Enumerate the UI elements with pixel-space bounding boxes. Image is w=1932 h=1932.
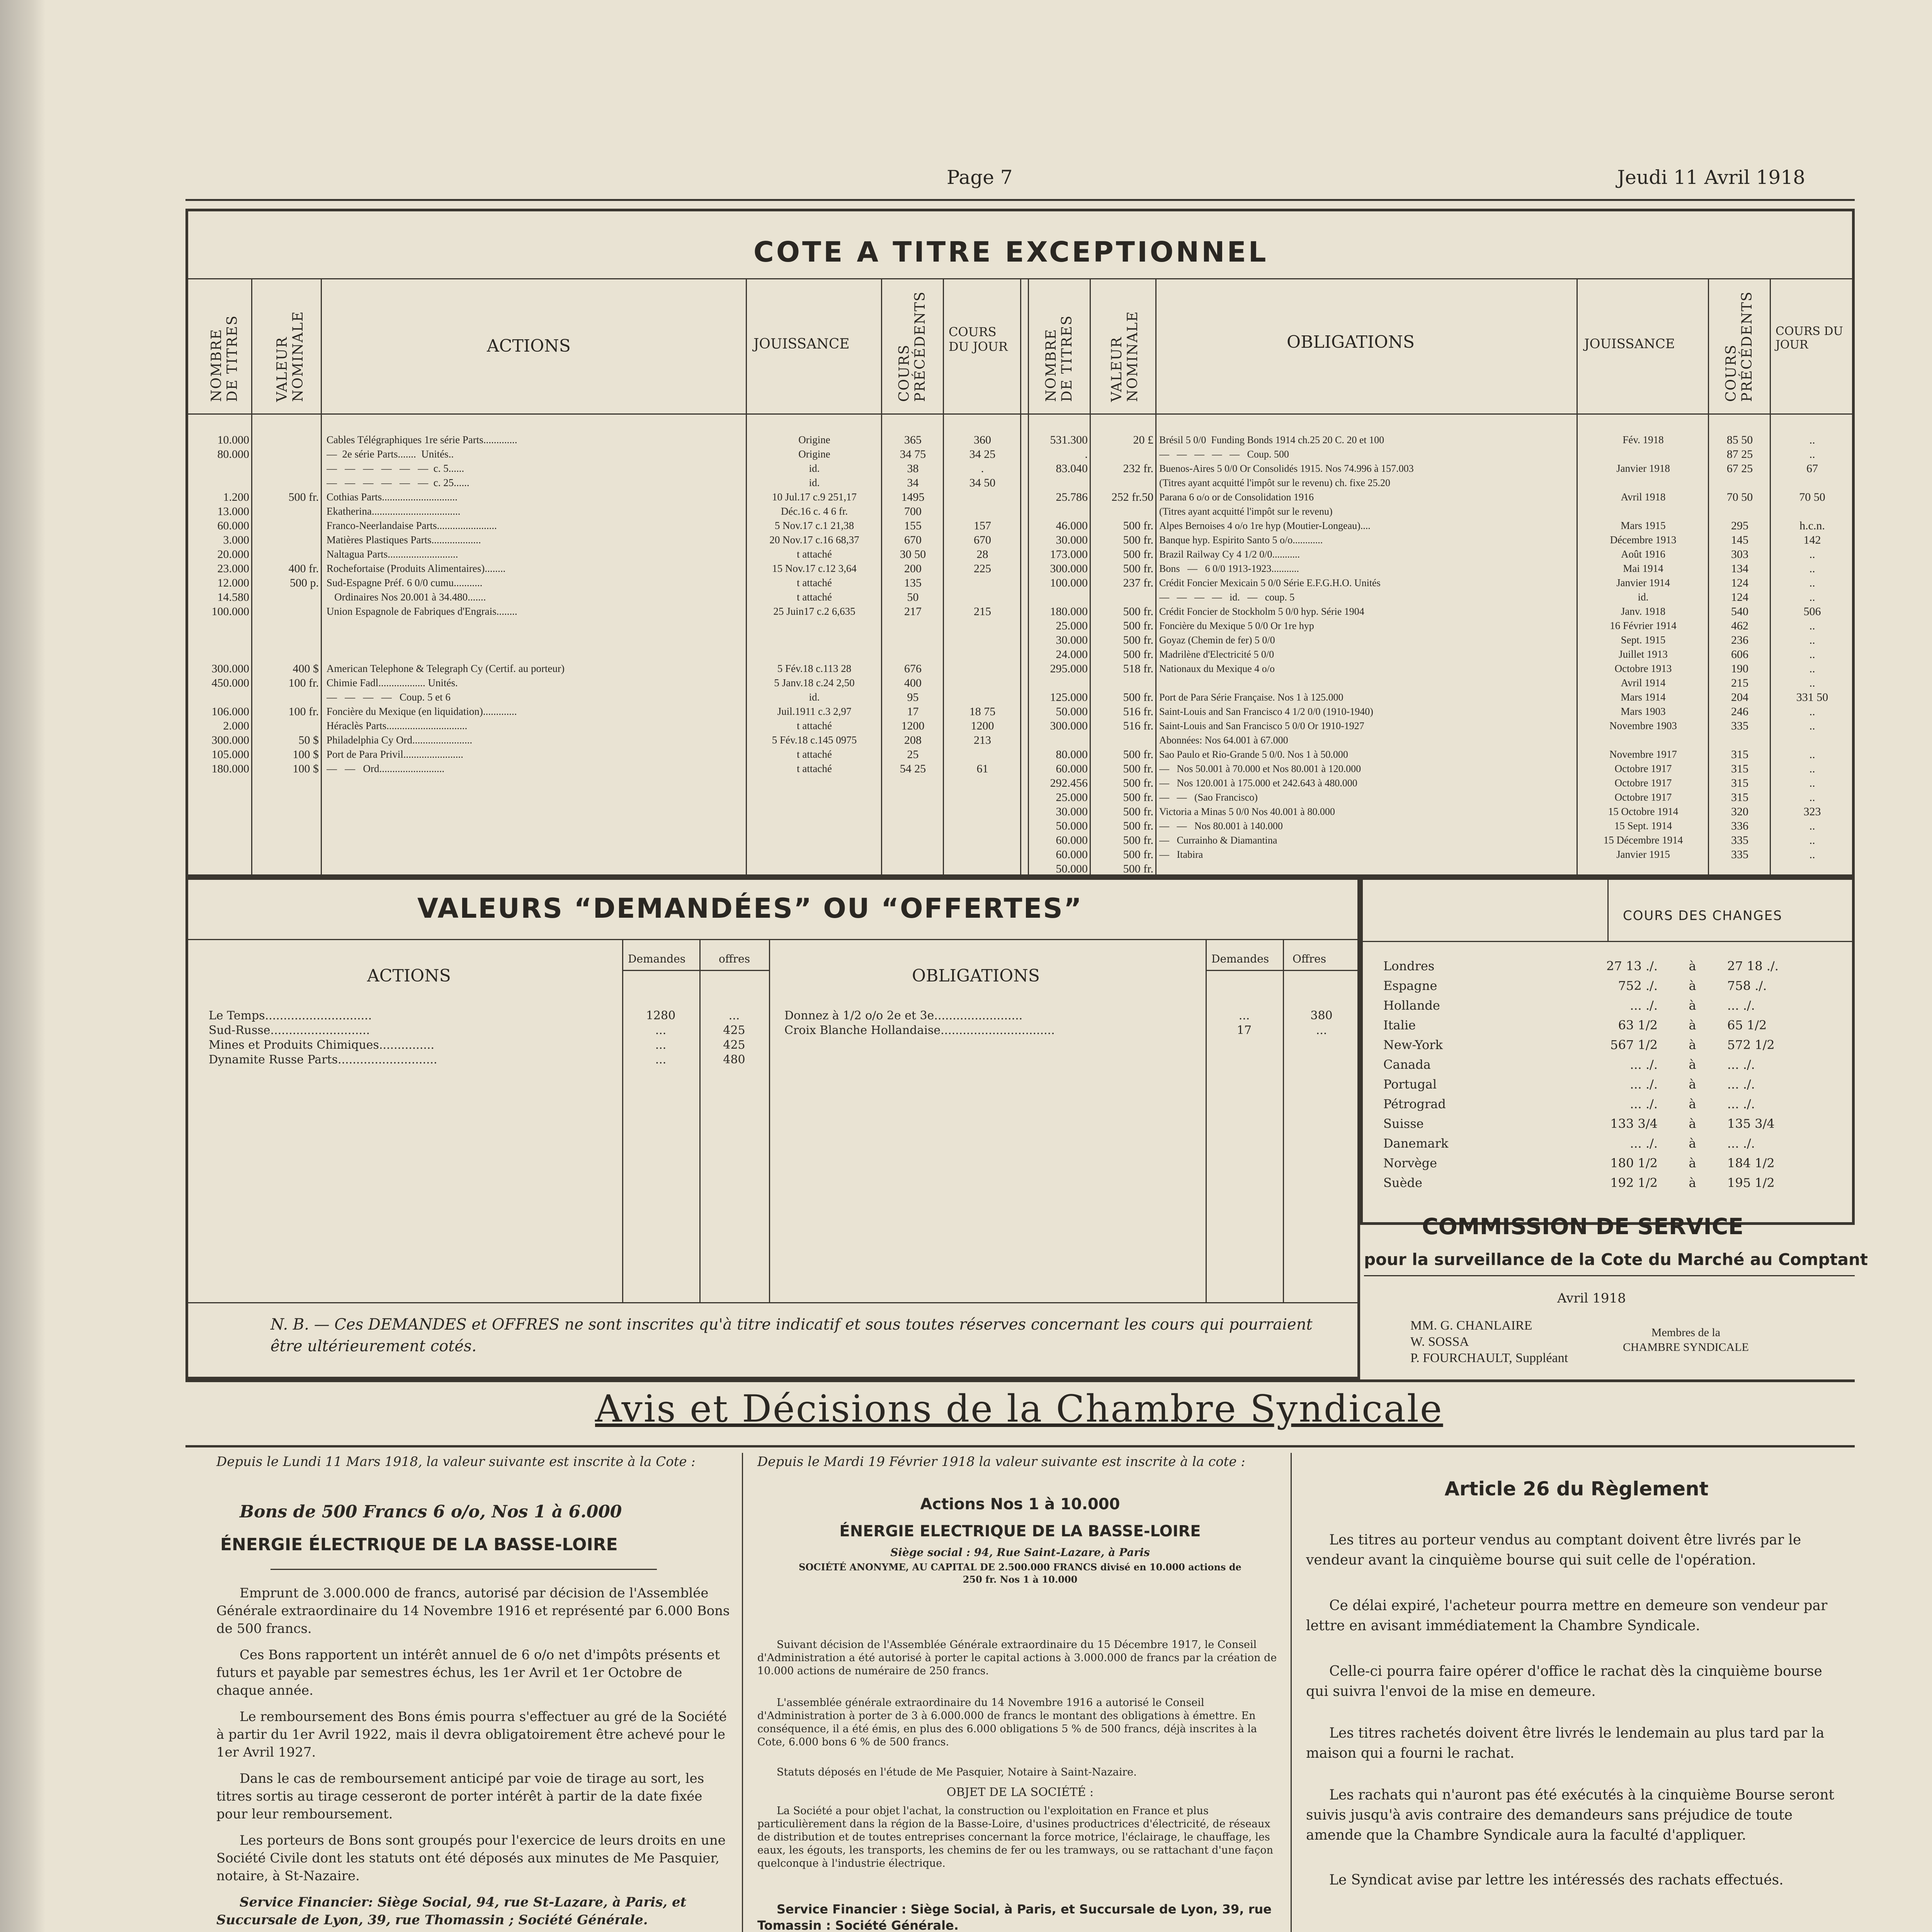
avis-rule: [185, 1445, 1855, 1447]
rate-sep: à: [1689, 1097, 1696, 1111]
avis-col2-head1: Actions Nos 1 à 10.000: [920, 1495, 1120, 1513]
valeurs-rule: [188, 939, 1357, 940]
col-line: [622, 939, 623, 1302]
rate-sep: à: [1689, 1175, 1696, 1190]
valeurs-bottom-rule: [188, 1302, 1357, 1303]
avis-col2-head2: ÉNERGIE ELECTRIQUE DE LA BASSE-LOIRE: [839, 1522, 1201, 1540]
rate-sep: à: [1689, 959, 1696, 973]
header-obligations: OBLIGATIONS: [1287, 332, 1415, 352]
rate-from: 133 3/4: [1610, 1116, 1658, 1131]
avis-col2-p3: Statuts déposés en l'étude de Me Pasquier, Notaire à Saint-Nazaire.: [777, 1766, 1137, 1778]
country: Londres: [1383, 959, 1435, 973]
left-cours-prec-col: 365 34 75 38 34 1495 700 155 670 30 50 200 135 50 217 676 400 95 17 1200 208 25 54 25: [900, 434, 926, 775]
list-item: ...: [655, 1024, 667, 1037]
rate-from: 567 1/2: [1610, 1037, 1658, 1052]
table-row: [1383, 1015, 1828, 1035]
rate-from: 752 ./.: [1618, 978, 1658, 993]
valeurs-demandes-list: [626, 1009, 696, 1067]
avis-title: Avis et Décisions de la Chambre Syndicale: [595, 1387, 1443, 1430]
table-row: [1383, 1114, 1828, 1134]
col-line: [251, 278, 252, 874]
col-line: [1283, 939, 1284, 1302]
country: Danemark: [1383, 1136, 1449, 1151]
page-edge-shadow: [0, 0, 46, 1932]
list-item: Le Temps.............................: [209, 1009, 372, 1022]
table-row: [1383, 1153, 1828, 1173]
right-valeur-col: 20 £ 232 fr. 252 fr.50 500 fr. 500 fr. 500 fr. 500 fr. 237 fr. 500 fr. 500 fr. 500 fr. 500 fr. 518 fr. 500 fr. 516 fr. 516 fr. 500 fr. 500 fr. 500 fr. 500 fr. 500 fr. 500 fr. 500 fr. 500 fr. 500 fr.: [1111, 434, 1153, 875]
rate-to: ... ./.: [1727, 1057, 1755, 1072]
rate-to: 184 1/2: [1727, 1156, 1775, 1170]
list-item: Donnez à 1/2 o/o 2e et 3e........................: [784, 1009, 1023, 1022]
country: New-York: [1383, 1037, 1443, 1052]
avis-col3-head: Article 26 du Règlement: [1444, 1478, 1709, 1500]
col-line: [881, 278, 882, 874]
table-row: [1383, 1094, 1828, 1114]
table-row: [1383, 1075, 1828, 1094]
valeurs-note: N. B. — Ces DEMANDES et OFFRES ne sont inscrites qu'à titre indicatif et sous toutes réserves concernant les cours qui pourraient être ultérieurement cotés.: [270, 1316, 1313, 1355]
avis-col1-p6: Service Financier: Siège Social, 94, rue St-Lazare, à Paris, et Succursale de Lyon, 39, rue Thomassin ; Société Générale.: [216, 1895, 687, 1928]
list-item: 425: [723, 1038, 745, 1052]
avis-col1-p1: Emprunt de 3.000.000 de francs, autorisé par décision de l'Assemblée Générale extraordinaire du 14 Novembre 1916 et représenté par 6.000 Bons de 500 francs.: [216, 1585, 730, 1636]
rate-from: 180 1/2: [1610, 1156, 1658, 1170]
commission-label: Membres de la CHAMBRE SYNDICALE: [1623, 1326, 1749, 1354]
valeurs-obl-offres-list: [1287, 1009, 1356, 1038]
rate-from: ... ./.: [1630, 1077, 1658, 1092]
col-line: [1770, 278, 1771, 874]
country: Portugal: [1383, 1077, 1437, 1092]
header-valeur-obl: VALEUR NOMINALE: [1109, 311, 1141, 402]
header-cours-jour: COURS DU JOUR: [949, 325, 1008, 354]
avis-col2-p2: L'assemblée générale extraordinaire du 14 Novembre 1916 a autorisé le Conseil d'Administration à porter de 3 à 6.000.000 de francs le montant des obligations à émettre. En conséquence, il a été émis, en plus des 6.000 obligations 5 % de 500 francs, déjà inscrites à la Cote, 6.000 bons 6 % de 500 francs.: [757, 1697, 1257, 1748]
page-number: Page 7: [947, 166, 1013, 189]
avis-col1-rule: [270, 1569, 657, 1570]
commission-title: COMMISSION DE SERVICE: [1422, 1213, 1744, 1240]
section-rule: [185, 1379, 1855, 1382]
header-cours-prec: COURS PRÉCÉDENTS: [896, 291, 928, 402]
list-item: 1280: [646, 1009, 676, 1022]
rate-from: 27 13 ./.: [1606, 959, 1658, 973]
avis-col3-p1: Les titres au porteur vendus au comptant doivent être livrés par le vendeur avant la cinquième bourse qui suit celle de l'opération.: [1306, 1532, 1801, 1568]
valeurs-actions-list: [209, 1009, 618, 1067]
rate-to: 27 18 ./.: [1727, 959, 1779, 973]
avis-col1-p3: Le remboursement des Bons émis pourra s'effectuer au gré de la Société à partir du 1er Avril 1922, mais il devra obligatoirement être achevé pour le 1er Avril 1927.: [216, 1709, 727, 1760]
avis-col2-p4: La Société a pour objet l'achat, la construction ou l'exploitation en France et plus particulièrement dans la région de la Basse-Loire, d'usines productrices d'électricité, de réseaux de distribution et de toutes entreprises concernant la force motrice, l'éclairage, le chauffage, les eaux, les égouts, les transports, les chemins de fer ou les tramways, ou se rattachant d'une façon quelconque à l'industrie électrique.: [757, 1805, 1274, 1869]
country: Espagne: [1383, 978, 1437, 993]
list-item: Dynamite Russe Parts...........................: [209, 1053, 437, 1066]
rate-sep: à: [1689, 1037, 1696, 1052]
col-line: [699, 939, 701, 1302]
left-nombre-col: 10.000 80.000 1.200 13.000 60.000 3.000 20.000 23.000 12.000 14.580 100.000 300.000 450.000 106.000 2.000 300.000 105.000 180.000: [211, 434, 249, 775]
table-row: [1383, 976, 1828, 996]
list-item: 17: [1236, 1024, 1252, 1037]
right-jouissance-col: Fév. 1918 Janvier 1918 Avril 1918 Mars 1915 Décembre 1913 Août 1916 Mai 1914 Janvier 1914 id. Janv. 1918 16 Février 1914 Sept. 1915 Juillet 1913 Octobre 1913 Avril 1914 Mars 1914 Mars 1903 Novembre 1903 Novembre 1917 Octobre 1917 Octobre 1917 Octobre 1917 15 Octobre 1914 15 Sept. 1914 15 Décembre 1914 Janvier 1915: [1603, 434, 1683, 860]
country: Suisse: [1383, 1116, 1424, 1131]
list-item: 480: [723, 1053, 745, 1066]
rate-to: ... ./.: [1727, 998, 1755, 1013]
header-nombre-obl: NOMBRE DE TITRES: [1043, 315, 1075, 402]
rate-sep: à: [1689, 1116, 1696, 1131]
rate-sep: à: [1689, 1077, 1696, 1092]
header-valeur: VALEUR NOMINALE: [274, 311, 306, 402]
avis-col1-p4: Dans le cas de remboursement anticipé par voie de tirage au sort, les titres sortis au tirage cesseront de porter intérêt à partir de la date fixée pour leur remboursement.: [216, 1771, 704, 1822]
avis-col3-p5: Les rachats qui n'auront pas été exécutés à la cinquième Bourse seront suivis jusqu'à avis contraire des demandeurs sans préjudice de toute amende que la Chambre Syndicale aura la faculté d'appliquer.: [1306, 1787, 1834, 1843]
valeurs-box: [185, 877, 1360, 1379]
left-valeur-col: 500 fr. 400 fr. 500 p. 400 $ 100 fr. 100 fr. 50 $ 100 $ 100 $: [288, 491, 319, 775]
col-line: [1028, 278, 1029, 874]
rate-from: ... ./.: [1630, 998, 1658, 1013]
changes-title: COURS DES CHANGES: [1623, 908, 1782, 923]
rate-from: ... ./.: [1630, 1097, 1658, 1111]
avis-col2-capital: SOCIÉTÉ ANONYME, AU CAPITAL DE 2.500.000 FRANCS divisé en 10.000 actions de 250 fr. Nos 1 à 10.000: [799, 1561, 1242, 1585]
header-cours-jour-obl: COURS DU JOUR: [1776, 325, 1843, 352]
country: Italie: [1383, 1018, 1416, 1032]
commission-members: MM. G. CHANLAIRE W. SOSSA P. FOURCHAULT, Suppléant: [1410, 1318, 1568, 1365]
header-actions: ACTIONS: [487, 336, 571, 356]
list-item: Sud-Russe...........................: [209, 1024, 370, 1037]
col-line: [742, 1453, 743, 1932]
country: Pétrograd: [1383, 1097, 1446, 1111]
valeurs-obl-demandes-header: Demandes: [1211, 952, 1269, 965]
valeurs-sub-rule: [622, 970, 769, 971]
col-line: [769, 939, 770, 1302]
rate-to: ... ./.: [1727, 1077, 1755, 1092]
valeurs-actions-header: ACTIONS: [367, 966, 451, 986]
rate-sep: à: [1689, 1018, 1696, 1032]
rate-from: 63 1/2: [1618, 1018, 1658, 1032]
rate-sep: à: [1689, 1057, 1696, 1072]
avis-col2-siege: Siège social : 94, Rue Saint-Lazare, à Paris: [890, 1546, 1150, 1559]
valeurs-obligations-header: OBLIGATIONS: [912, 966, 1040, 986]
rate-sep: à: [1689, 998, 1696, 1013]
changes-table: [1383, 956, 1828, 1193]
rate-to: ... ./.: [1727, 1097, 1755, 1111]
header-cours-prec-obl: COURS PRÉCÉDENTS: [1723, 291, 1755, 402]
cote-title: COTE A TITRE EXCEPTIONNEL: [753, 236, 1269, 268]
avis-col2-p1: Suivant décision de l'Assemblée Générale extraordinaire du 15 Décembre 1917, le Conseil d'Administration a été autorisé à porter le capital actions à 3.000.000 de francs par la création de 10.000 actions de numéraire de 250 francs.: [757, 1639, 1277, 1677]
avis-col2-objet-title: OBJET DE LA SOCIÉTÉ :: [946, 1786, 1094, 1799]
rate-sep: à: [1689, 1156, 1696, 1170]
rate-sep: à: [1689, 1136, 1696, 1151]
valeurs-sub-rule: [1206, 970, 1357, 971]
commission-date: Avril 1918: [1557, 1291, 1626, 1306]
rate-to: 758 ./.: [1727, 978, 1767, 993]
right-nombre-col: 531.300 . 83.040 25.786 46.000 30.000 173.000 300.000 100.000 180.000 25.000 30.000 24.000 295.000 125.000 50.000 300.000 80.000 60.000 292.456 25.000 30.000 50.000 60.000 60.000 50.000: [1050, 434, 1088, 875]
table-row: [1383, 1173, 1828, 1193]
list-item: ...: [728, 1009, 740, 1022]
table-row: [1383, 996, 1828, 1015]
avis-col1-head2: ÉNERGIE ÉLECTRIQUE DE LA BASSE-LOIRE: [220, 1535, 618, 1554]
col-line: [1607, 880, 1609, 942]
commission-rule: [1364, 1275, 1855, 1276]
col-line: [1090, 278, 1091, 874]
table-row: [1383, 956, 1828, 976]
header-nombre: NOMBRE DE TITRES: [209, 315, 240, 402]
table-row: [1383, 1134, 1828, 1153]
left-cours-jour-col: 360 34 25 . 34 50 157 670 28 225 215 18 75 1200 213 61: [969, 434, 996, 775]
list-item: Croix Blanche Hollandaise...............................: [784, 1024, 1055, 1037]
valeurs-demandes-header: Demandes: [628, 952, 686, 965]
avis-col3-p2: Ce délai expiré, l'acheteur pourra mettre en demeure son vendeur par lettre en avisant immédiatement la Chambre Syndicale.: [1306, 1598, 1828, 1634]
avis-col2-intro: Depuis le Mardi 19 Février 1918 la valeur suivante est inscrite à la cote :: [757, 1454, 1245, 1469]
header-jouissance-obl: JOUISSANCE: [1584, 336, 1675, 352]
changes-rule: [1363, 941, 1852, 942]
col-line: [1577, 278, 1578, 874]
table-row: [1383, 1055, 1828, 1075]
valeurs-obligations-list: [784, 1009, 1202, 1038]
rate-to: 65 1/2: [1727, 1018, 1767, 1032]
avis-col3-p3: Celle-ci pourra faire opérer d'office le rachat dès la cinquième bourse qui suivra l'envoi de la mise en demeure.: [1306, 1663, 1822, 1699]
rate-from: ... ./.: [1630, 1057, 1658, 1072]
avis-col1-intro: Depuis le Lundi 11 Mars 1918, la valeur suivante est inscrite à la Cote :: [216, 1454, 696, 1469]
avis-col3-p4: Les titres rachetés doivent être livrés le lendemain au plus tard par la maison qui a fourni le rachat.: [1306, 1725, 1825, 1761]
rate-from: 192 1/2: [1610, 1175, 1658, 1190]
commission-subtitle: pour la surveillance de la Cote du Marché au Comptant: [1364, 1250, 1868, 1269]
avis-col1-head1: Bons de 500 Francs 6 o/o, Nos 1 à 6.000: [240, 1502, 622, 1522]
country: Canada: [1383, 1057, 1431, 1072]
rate-to: 195 1/2: [1727, 1175, 1775, 1190]
left-actions-col: Cables Télégraphiques 1re série Parts............. — 2e série Parts....... Unités.. — — — — — — c. 5...... — — — — — — c. 25...... Cothias Parts............................. Ekatherina.................................. Franco-Neerlandaise Parts....................... Matières Plastiques Parts................... Naltagua Parts........................... Rochefortaise (Produits Alimentaires)........ Sud-Espagne Préf. 6 0/0 cumu........... Ordinaires Nos 20.001 à 34.480....... Union Espagnole de Fabriques d'Engrais........ American Telephone & Telegraph Cy (Certif. au porteur) Chimie Fadl.................. Unités. — — — — Coup. 5 et 6 Foncière du Mexique (en liquidation)............. Héraclès Parts............................... Philadelphia Cy Ord....................... Port de Para Privil....................... — — Ord.........................: [327, 434, 565, 774]
avis-col2-p5: Service Financier : Siège Social, à Paris, et Succursale de Lyon, 39, rue Tomassin : Société Générale.: [757, 1902, 1272, 1932]
country: Norvège: [1383, 1156, 1437, 1170]
col-line: [943, 278, 944, 874]
page-date: Jeudi 11 Avril 1918: [1617, 166, 1805, 189]
col-line: [1708, 278, 1709, 874]
valeurs-obl-offres-header: Offres: [1293, 952, 1327, 965]
rate-sep: à: [1689, 978, 1696, 993]
valeurs-offres-header: offres: [719, 952, 750, 965]
table-row: [1383, 1035, 1828, 1055]
rate-to: 135 3/4: [1727, 1116, 1775, 1131]
col-line: [1155, 278, 1156, 874]
country: Hollande: [1383, 998, 1440, 1013]
header-jouissance: JOUISSANCE: [753, 336, 850, 352]
rate-to: ... ./.: [1727, 1136, 1755, 1151]
right-cours-prec-col: 85 50 87 25 67 25 70 50 295 145 303 134 124 124 540 462 236 606 190 215 204 246 335 315 315 315 315 320 336 335 335: [1726, 434, 1753, 861]
avis-col1-p2: Ces Bons rapportent un intérêt annuel de 6 o/o net d'impôts présents et futurs et payable par semestres échus, les 1er Avril et 1er Octobre de chaque année.: [216, 1647, 720, 1698]
list-item: ...: [655, 1038, 667, 1052]
rate-from: ... ./.: [1630, 1136, 1658, 1151]
valeurs-offres-list: [703, 1009, 765, 1067]
col-line: [746, 278, 747, 874]
right-cours-jour-col: .. .. 67 70 50 h.c.n. 142 .. .. .. .. 506 .. .. .. .. .. 331 50 .. .. .. .. .. .. 323 .. .. ..: [1796, 434, 1828, 861]
list-item: ...: [1316, 1024, 1327, 1037]
avis-col1-p5: Les porteurs de Bons sont groupés pour l'exercice de leurs droits en une Société Civile dont les statuts ont été déposés aux minutes de Me Pasquier, notaire, à St-Nazaire.: [216, 1833, 726, 1884]
list-item: ...: [655, 1053, 667, 1066]
list-item: 380: [1310, 1009, 1333, 1022]
left-jouissance-col: Origine Origine id. id. 10 Jul.17 c.9 251,17 Déc.16 c. 4 6 fr. 5 Nov.17 c.1 21,38 20 Nov.17 c.16 68,37 t attaché 15 Nov.17 c.12 3,64 t attaché t attaché 25 Juin17 c.2 6,635 5 Fév.18 c.113 28 5 Janv.18 c.24 2,50 id. Juil.1911 c.3 2,97 t attaché 5 Fév.18 c.145 0975 t attaché t attaché: [769, 434, 859, 774]
list-item: ...: [1238, 1009, 1250, 1022]
list-item: 425: [723, 1024, 745, 1037]
valeurs-title: VALEURS “DEMANDÉES” OU “OFFERTES”: [417, 893, 1083, 924]
right-obligations-col: Brésil 5 0/0 Funding Bonds 1914 ch.25 20 C. 20 et 100 — — — — — Coup. 500 Buenos-Aires 5 0/0 Or Consolidés 1915. Nos 74.996 à 157.003 (Titres ayant acquitté l'impôt sur le revenu) ch. fixe 25.20 Parana 6 o/o or de Consolidation 1916 (Titres ayant acquitté l'impôt sur le revenu) Alpes Bernoises 4 o/o 1re hyp (Moutier-Longeau).... Banque hyp. Espirito Santo 5 o/o............ Brazil Railway Cy 4 1/2 0/0........... Bons — 6 0/0 1913-1923........... Crédit Foncier Mexicain 5 0/0 Série E.F.G.H.O. Unités — — — — id. — coup. 5 Crédit Foncier de Stockholm 5 0/0 hyp. Série 1904 Foncière du Mexique 5 0/0 Or 1re hyp Goyaz (Chemin de fer) 5 0/0 Madrilène d'Electricité 5 0/0 Nationaux du Mexique 4 o/o Port de Para Série Française. Nos 1 à 125.000 Saint-Louis and San Francisco 4 1/2 0/0 (1910-1940) Saint-Louis and San Francisco 5 0/0 Or 1910-1927 Abonnées: Nos 64.001 à 67.000 Sao Paulo et Rio-Grande 5 0/0. Nos 1 à 50.000 — Nos 50.001 à 70.000 et Nos 80.001 à 120.000 — Nos 120.001 à 175.000 et 242.643 à 480.000 — — (Sao Francisco) Victoria a Minas 5 0/0 Nos 40.001 à 80.000 — — Nos 80.001 à 140.000 — Currainho & Diamantina — Itabira: [1159, 434, 1414, 860]
col-line: [1206, 939, 1207, 1302]
rate-to: 572 1/2: [1727, 1037, 1775, 1052]
col-line: [1291, 1453, 1292, 1932]
list-item: Mines et Produits Chimiques...............: [209, 1038, 434, 1052]
valeurs-obl-demandes-list: [1209, 1009, 1279, 1038]
col-line: [1020, 278, 1021, 874]
header-rule: [185, 199, 1855, 201]
avis-col3-p6: Le Syndicat avise par lettre les intéressés des rachats effectués.: [1329, 1872, 1784, 1888]
country: Suède: [1383, 1175, 1422, 1190]
col-line: [321, 278, 322, 874]
